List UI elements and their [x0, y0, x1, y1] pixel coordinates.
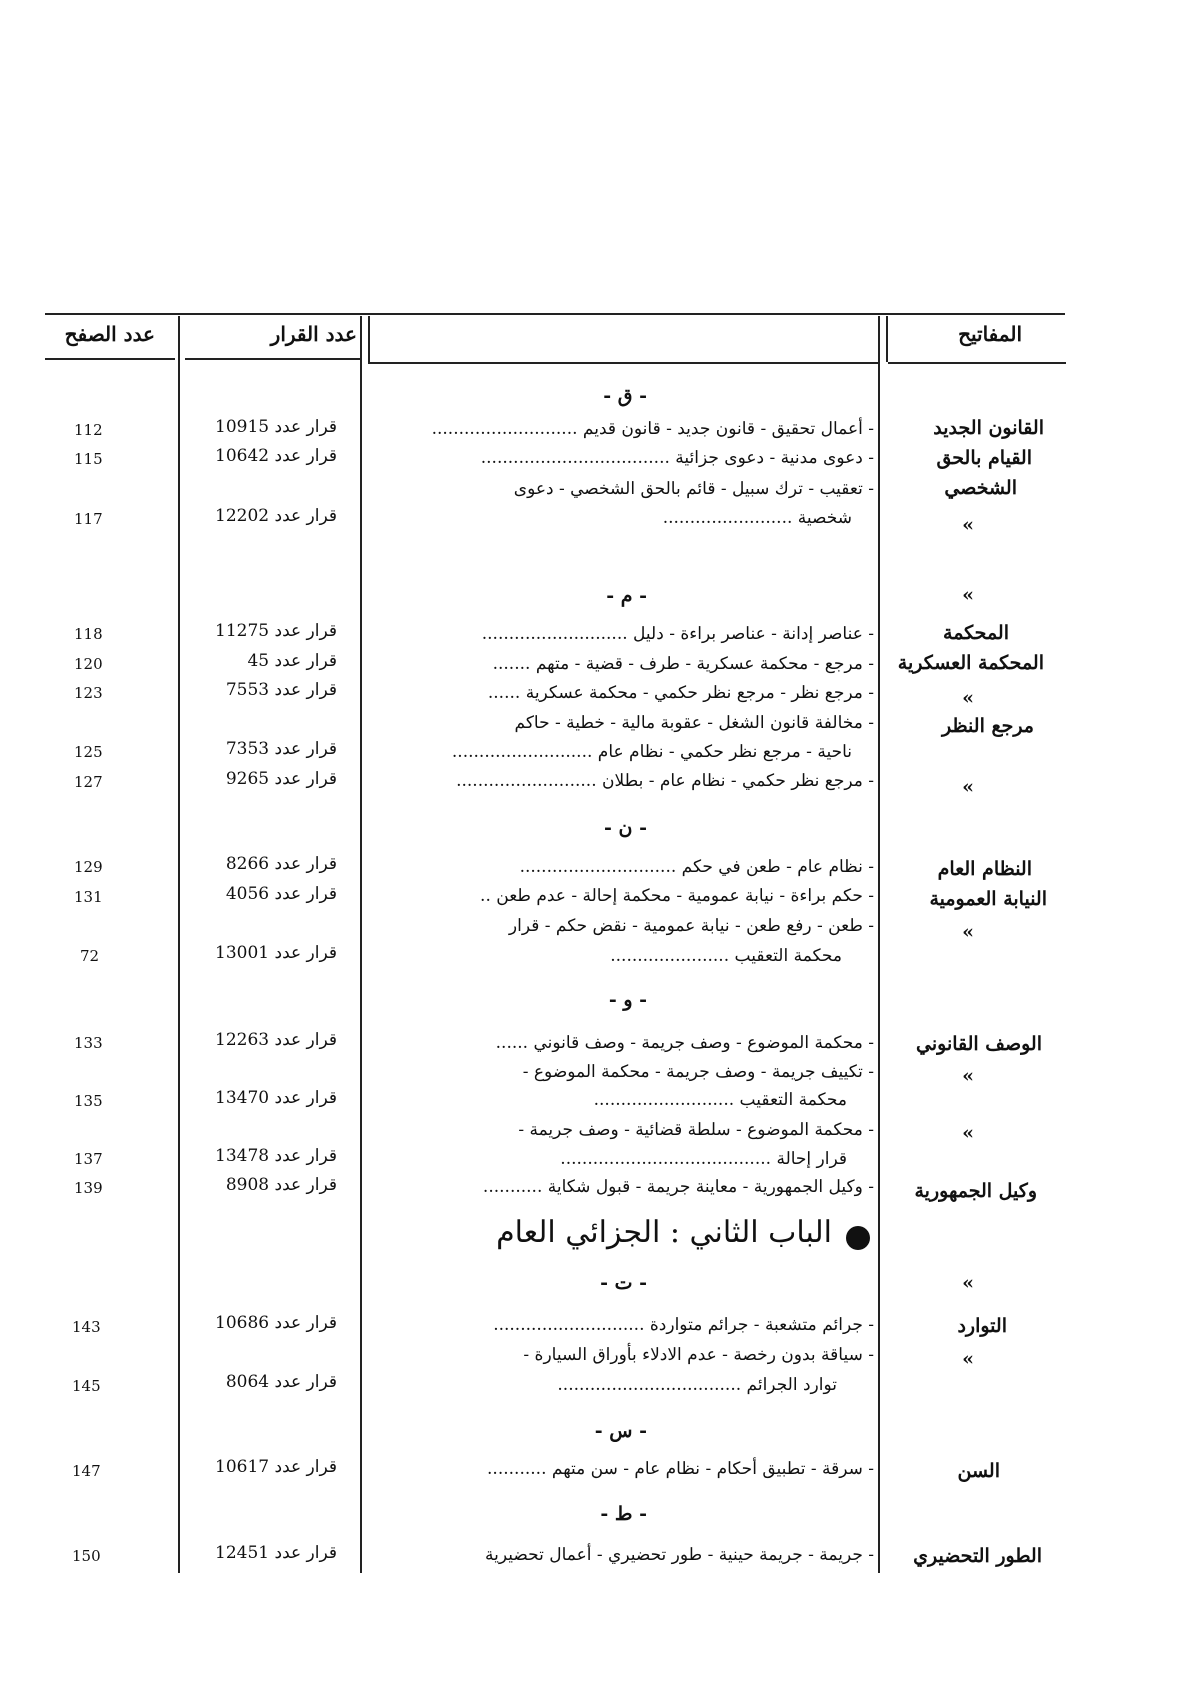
decision-number: 7553 — [225, 680, 270, 700]
entry-description: - طعن - رفع طعن - نيابة عمومية - نقض حكم - قرار — [508, 916, 874, 936]
decision-ref — [226, 1175, 337, 1195]
entry-description: توارد الجرائم .................................. — [557, 1375, 837, 1395]
decision-number: 12202 — [215, 506, 270, 526]
entry-description: - دعوى مدنية - دعوى جزائية ................................... — [480, 448, 874, 468]
page-number: 115 — [74, 450, 103, 468]
section-letter-t2: - ط - — [600, 1503, 647, 1525]
decision-prefix: قرار عدد — [274, 1313, 337, 1333]
header-decision-no: عدد القرار — [270, 322, 357, 346]
decision-ref — [226, 884, 337, 904]
section-letter-w: - و - — [608, 989, 647, 1011]
entry-description: - مرجع نظر - مرجع نظر حكمي - محكمة عسكرية ...... — [487, 683, 874, 703]
col-divider-page — [178, 316, 180, 1573]
entry-description: ناحية - مرجع نظر حكمي - نظام عام .......................... — [451, 742, 852, 762]
page-number: 135 — [74, 1092, 103, 1110]
entry-description: - محكمة الموضوع - سلطة قضائية - وصف جريمة - — [518, 1120, 874, 1140]
col-divider-decision — [360, 316, 362, 1573]
entry-key: الوصف القانوني — [916, 1033, 1042, 1055]
section-letter-q: - ق - — [603, 385, 647, 407]
decision-prefix: قرار عدد — [274, 1146, 337, 1166]
decision-prefix: قرار عدد — [274, 739, 337, 759]
entry-description: شخصية ........................ — [662, 508, 852, 528]
decision-ref — [215, 1543, 337, 1563]
decision-ref — [215, 1146, 337, 1166]
decision-prefix: قرار عدد — [274, 884, 337, 904]
decision-prefix: قرار عدد — [274, 854, 337, 874]
decision-ref — [215, 943, 337, 963]
entry-description: - سرقة - تطبيق أحكام - نظام عام - سن متهم ........... — [487, 1459, 874, 1479]
chapter-title: الباب الثاني : الجزائي العام — [496, 1215, 832, 1250]
decision-ref — [247, 651, 337, 671]
top-rule — [45, 313, 1065, 315]
decision-number: 8064 — [225, 1372, 270, 1392]
decision-prefix: قرار عدد — [274, 651, 337, 671]
entry-key: النيابة العمومية — [929, 888, 1047, 910]
page-number: 72 — [80, 947, 100, 965]
decision-number: 10915 — [215, 417, 270, 437]
entry-key: المحكمة — [943, 622, 1009, 644]
entry-description: قرار إحالة ....................................... — [560, 1149, 847, 1169]
decision-number: 13470 — [215, 1088, 270, 1108]
decision-prefix: قرار عدد — [274, 446, 337, 466]
ditto-mark: » — [962, 1272, 974, 1294]
entry-description: - محكمة الموضوع - وصف جريمة - وصف قانوني ...... — [495, 1033, 874, 1053]
header-rule-decision — [185, 358, 360, 360]
section-letter-m: - م - — [606, 585, 647, 607]
header-keys: المفاتيح — [958, 322, 1022, 346]
header-rule-desc — [368, 362, 878, 364]
header-page-no: عدد الصفح — [64, 322, 155, 346]
page-number: 117 — [74, 510, 103, 528]
decision-number: 12263 — [215, 1030, 270, 1050]
entry-description: - أعمال تحقيق - قانون جديد - قانون قديم ........................... — [431, 419, 874, 439]
page-number: 123 — [74, 684, 103, 702]
ditto-mark: » — [962, 584, 974, 606]
decision-ref — [226, 680, 337, 700]
ditto-mark: » — [962, 514, 974, 536]
entry-description: محكمة التعقيب ...................... — [610, 946, 842, 966]
entry-key: الشخصي — [944, 477, 1017, 499]
ditto-mark: » — [962, 921, 974, 943]
entry-key: وكيل الجمهورية — [914, 1180, 1037, 1202]
page-number: 133 — [74, 1034, 103, 1052]
decision-ref — [215, 506, 337, 526]
col-divider-keys — [878, 316, 880, 1573]
decision-ref — [226, 769, 337, 789]
decision-ref — [215, 1457, 337, 1477]
decision-number: 8908 — [225, 1175, 270, 1195]
page-number: 147 — [72, 1462, 101, 1480]
entry-description: - تكييف جريمة - وصف جريمة - محكمة الموضوع - — [522, 1062, 874, 1082]
ditto-mark: » — [962, 1065, 974, 1087]
decision-ref — [215, 1088, 337, 1108]
page-number: 137 — [74, 1150, 103, 1168]
section-letter-t: - ت - — [600, 1272, 647, 1294]
entry-description: - مخالفة قانون الشغل - عقوبة مالية - خطية - حاكم — [514, 713, 874, 733]
header-rule-keys — [888, 362, 1066, 364]
entry-description: - تعقيب - ترك سبيل - قائم بالحق الشخصي - دعوى — [513, 479, 874, 499]
decision-number: 7353 — [225, 739, 270, 759]
decision-number: 8266 — [225, 854, 270, 874]
decision-number: 13478 — [215, 1146, 270, 1166]
entry-key: الطور التحضيري — [913, 1545, 1042, 1567]
page-number: 127 — [74, 773, 103, 791]
decision-prefix: قرار عدد — [274, 621, 337, 641]
ditto-mark: » — [962, 1122, 974, 1144]
decision-prefix: قرار عدد — [274, 1457, 337, 1477]
entry-description: - وكيل الجمهورية - معاينة جريمة - قبول شكاية ........... — [482, 1177, 874, 1197]
page-number: 118 — [74, 625, 103, 643]
col-divider-desc — [368, 316, 370, 362]
entry-key: التوارد — [957, 1315, 1007, 1337]
page-number: 145 — [72, 1377, 101, 1395]
ditto-mark: » — [962, 1348, 974, 1370]
decision-number: 13001 — [215, 943, 270, 963]
decision-ref — [215, 417, 337, 437]
decision-prefix: قرار عدد — [274, 1088, 337, 1108]
decision-number: 12451 — [215, 1543, 270, 1563]
page-number: 125 — [74, 743, 103, 761]
section-letter-s: - س - — [594, 1420, 647, 1442]
decision-prefix: قرار عدد — [274, 417, 337, 437]
decision-prefix: قرار عدد — [274, 1372, 337, 1392]
decision-number: 9265 — [225, 769, 270, 789]
decision-prefix: قرار عدد — [274, 1175, 337, 1195]
decision-ref — [215, 621, 337, 641]
entry-description: - جرائم متشعبة - جرائم متواردة ............................ — [493, 1315, 874, 1335]
decision-ref — [215, 446, 337, 466]
decision-ref — [226, 1372, 337, 1392]
entry-description: - حكم براءة - نيابة عمومية - محكمة إحالة - عدم طعن .. — [480, 886, 874, 906]
decision-ref — [226, 739, 337, 759]
entry-key: مرجع النظر — [941, 715, 1034, 737]
decision-prefix: قرار عدد — [274, 1543, 337, 1563]
entry-key: القيام بالحق — [936, 447, 1032, 469]
decision-number: 11275 — [215, 621, 270, 641]
page-number: 139 — [74, 1179, 103, 1197]
ditto-mark: » — [962, 687, 974, 709]
page-number: 112 — [74, 421, 103, 439]
entry-key: السن — [957, 1460, 1000, 1482]
decision-ref — [215, 1313, 337, 1333]
decision-prefix: قرار عدد — [274, 943, 337, 963]
entry-description: - نظام عام - طعن في حكم ............................. — [519, 857, 874, 877]
decision-prefix: قرار عدد — [274, 506, 337, 526]
entry-description: - عناصر إدانة - عناصر براءة - دليل ........................... — [481, 624, 874, 644]
decision-number: 10686 — [215, 1313, 270, 1333]
ditto-mark: » — [962, 776, 974, 798]
entry-description: - جريمة - جريمة حينية - طور تحضيري - أعمال تحضيرية — [485, 1545, 874, 1565]
decision-number: 45 — [247, 651, 270, 671]
decision-ref — [226, 854, 337, 874]
decision-number: 4056 — [225, 884, 270, 904]
decision-number: 10642 — [215, 446, 270, 466]
page-number: 143 — [72, 1318, 101, 1336]
entry-key: النظام العام — [937, 858, 1032, 880]
entry-description: - مرجع - محكمة عسكرية - طرف - قضية - متهم ....... — [492, 654, 874, 674]
decision-prefix: قرار عدد — [274, 1030, 337, 1050]
entry-description: محكمة التعقيب .......................... — [593, 1090, 847, 1110]
col-divider-keys-inner — [886, 316, 888, 362]
page-number: 120 — [74, 655, 103, 673]
page-number: 131 — [74, 888, 103, 906]
decision-prefix: قرار عدد — [274, 680, 337, 700]
page-number: 150 — [72, 1547, 101, 1565]
page-number: 129 — [74, 858, 103, 876]
chapter-bullet-icon — [846, 1226, 870, 1250]
entry-key: المحكمة العسكرية — [897, 652, 1044, 674]
entry-description: - سياقة بدون رخصة - عدم الادلاء بأوراق السيارة - — [523, 1345, 874, 1365]
section-letter-n: - ن - — [604, 817, 647, 839]
entry-description: - مرجع نظر حكمي - نظام عام - بطلان .......................... — [456, 771, 874, 791]
decision-number: 10617 — [215, 1457, 270, 1477]
decision-prefix: قرار عدد — [274, 769, 337, 789]
decision-ref — [215, 1030, 337, 1050]
entry-key: القانون الجديد — [933, 417, 1044, 439]
header-rule-page — [45, 358, 175, 360]
